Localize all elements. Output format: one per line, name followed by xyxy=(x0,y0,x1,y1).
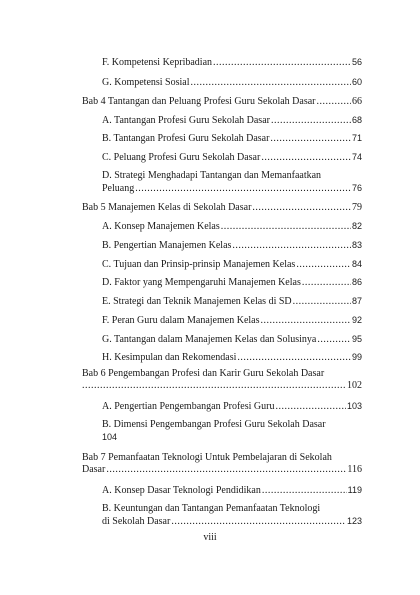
toc-entry-title: F. Kompetensi Kepribadian xyxy=(102,57,213,68)
leader-dots xyxy=(261,315,351,327)
leader-dots xyxy=(293,296,351,308)
toc-entry-page: 82 xyxy=(351,221,362,231)
leader-dots xyxy=(82,380,346,392)
toc-chapter[interactable] xyxy=(82,96,362,108)
page-number-footer: viii xyxy=(203,532,217,543)
leader-dots xyxy=(191,77,351,89)
leader-dots xyxy=(221,221,351,233)
toc-chapter-page: 102 xyxy=(347,380,362,391)
toc-entry-page: 56 xyxy=(351,57,362,67)
leader-dots xyxy=(317,96,351,108)
toc-entry[interactable] xyxy=(102,170,362,195)
toc-chapter[interactable] xyxy=(82,202,362,214)
toc-entry-page: 74 xyxy=(351,152,362,162)
toc-entry-title: A. Tantangan Profesi Guru Sekolah Dasar xyxy=(102,115,270,126)
toc-entry-page: 119 xyxy=(347,485,362,495)
toc-entry-title-line2: Peluang xyxy=(102,183,135,194)
toc-entry[interactable] xyxy=(102,56,362,69)
toc-chapter-title: Bab 5 Manajemen Kelas di Sekolah Dasar xyxy=(82,202,252,213)
leader-dots xyxy=(302,277,351,289)
toc-entry[interactable] xyxy=(102,503,362,528)
toc-entry-title: A. Konsep Manajemen Kelas xyxy=(102,221,220,232)
toc-entry[interactable] xyxy=(102,333,362,346)
toc-entry[interactable] xyxy=(102,276,362,289)
toc-entry[interactable] xyxy=(102,258,362,271)
toc-entry-title: C. Peluang Profesi Guru Sekolah Dasar xyxy=(102,152,261,163)
leader-dots xyxy=(106,464,346,476)
toc-entry[interactable] xyxy=(102,132,362,145)
toc-chapter-title: Bab 4 Tantangan dan Peluang Profesi Guru Sekolah Dasar xyxy=(82,96,316,107)
toc-chapter-page: 116 xyxy=(347,464,362,475)
leader-dots xyxy=(171,516,346,528)
toc-entry[interactable] xyxy=(102,151,362,164)
toc-entry-title-line1: B. Keuntungan dan Tantangan Pemanfaatan Teknologi xyxy=(102,503,321,514)
toc-entry[interactable] xyxy=(102,484,362,497)
leader-dots xyxy=(275,401,346,413)
toc-entry[interactable] xyxy=(102,400,362,413)
toc-entry-title: E. Strategi dan Teknik Manajemen Kelas di SD xyxy=(102,296,292,307)
toc-entry-page: 60 xyxy=(351,77,362,87)
toc-entry-page: 84 xyxy=(351,259,362,269)
toc-chapter-title-line2: Dasar xyxy=(82,464,106,475)
toc-entry[interactable] xyxy=(102,419,362,443)
toc-chapter-title-line1: Bab 7 Pemanfaatan Teknologi Untuk Pembelajaran di Sekolah xyxy=(82,452,332,463)
leader-dots xyxy=(296,259,351,271)
toc-entry[interactable] xyxy=(102,76,362,89)
toc-entry-title-line2: di Sekolah Dasar xyxy=(102,516,171,527)
toc-entry-page: 71 xyxy=(351,133,362,143)
toc-entry-title: D. Faktor yang Mempengaruhi Manajemen Kelas xyxy=(102,277,301,288)
leader-dots xyxy=(262,485,347,497)
toc-entry-page: 95 xyxy=(351,334,362,344)
toc-entry-page: 104 xyxy=(102,432,118,442)
toc-chapter-title: Bab 6 Pengembangan Profesi dan Karir Guru Sekolah Dasar xyxy=(82,368,325,379)
toc-entry-title: G. Tantangan dalam Manajemen Kelas dan Solusinya xyxy=(102,334,317,345)
toc-entry-page: 86 xyxy=(351,277,362,287)
toc-entry-title: B. Tantangan Profesi Guru Sekolah Dasar xyxy=(102,133,270,144)
leader-dots xyxy=(252,202,351,214)
toc-entry[interactable] xyxy=(102,295,362,308)
toc-entry-title: A. Pengertian Pengembangan Profesi Guru xyxy=(102,401,275,412)
leader-dots xyxy=(213,57,351,69)
toc-entry[interactable] xyxy=(102,239,362,252)
toc-entry-page: 76 xyxy=(351,183,362,193)
toc-chapter[interactable] xyxy=(82,368,362,392)
toc-entry-title: A. Konsep Dasar Teknologi Pendidikan xyxy=(102,485,261,496)
leader-dots xyxy=(261,152,351,164)
toc-entry-title: F. Peran Guru dalam Manajemen Kelas xyxy=(102,315,260,326)
toc-chapter-page: 66 xyxy=(352,96,362,107)
toc-entry-page: 83 xyxy=(351,240,362,250)
toc-entry[interactable] xyxy=(102,351,362,364)
leader-dots xyxy=(271,115,351,127)
leader-dots xyxy=(317,334,351,346)
toc-entry-page: 103 xyxy=(346,401,362,411)
toc-entry-title: C. Tujuan dan Prinsip-prinsip Manajemen Kelas xyxy=(102,259,296,270)
toc-entry[interactable] xyxy=(102,314,362,327)
toc-entry-page: 99 xyxy=(351,352,362,362)
toc-chapter-page: 79 xyxy=(352,202,362,213)
toc-entry-title: B. Dimensi Pengembangan Profesi Guru Sekolah Dasar xyxy=(102,419,326,430)
leader-dots xyxy=(232,240,351,252)
toc-chapter[interactable] xyxy=(82,452,362,476)
toc-entry-title: G. Kompetensi Sosial xyxy=(102,77,190,88)
toc-entry-title: B. Pengertian Manajemen Kelas xyxy=(102,240,232,251)
toc-entry[interactable] xyxy=(102,220,362,233)
toc-entry-page: 123 xyxy=(346,516,362,526)
toc-entry-page: 68 xyxy=(351,115,362,125)
leader-dots xyxy=(135,183,351,195)
toc-entry[interactable] xyxy=(102,114,362,127)
leader-dots xyxy=(237,352,351,364)
leader-dots xyxy=(270,133,351,145)
toc-entry-title: H. Kesimpulan dan Rekomendasi xyxy=(102,352,237,363)
toc-entry-page: 92 xyxy=(351,315,362,325)
toc-entry-page: 87 xyxy=(351,296,362,306)
toc-entry-title-line1: D. Strategi Menghadapi Tantangan dan Memanfaatkan xyxy=(102,170,322,181)
